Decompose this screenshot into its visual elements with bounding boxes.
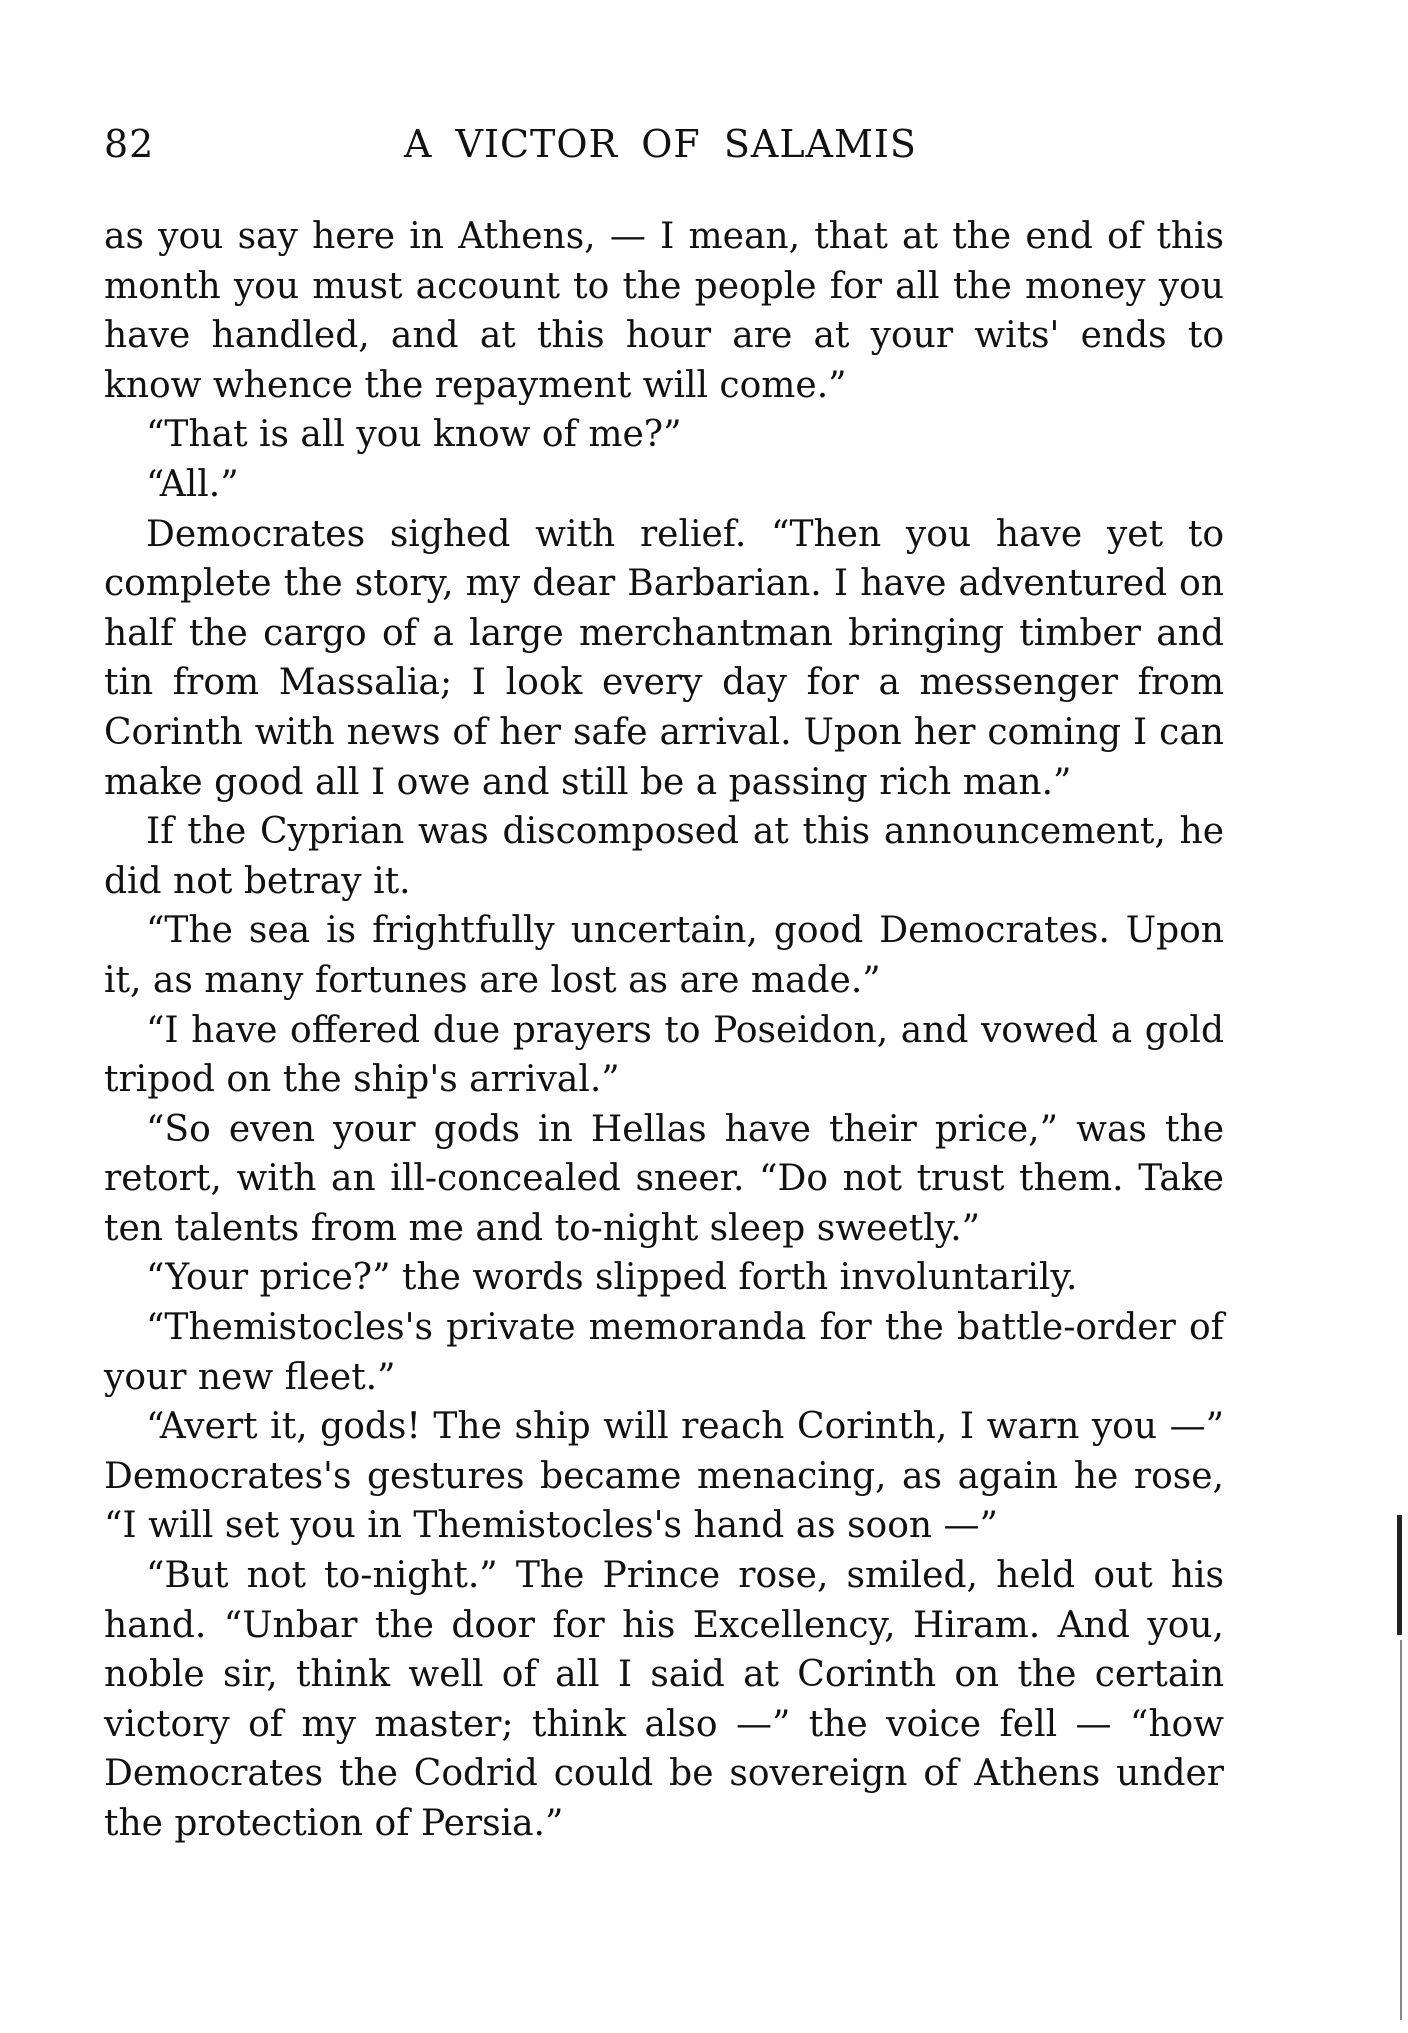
page-header [104, 118, 1224, 170]
paragraph: “Your price?” the words slipped forth involuntarily. [146, 1257, 1078, 1299]
page-number: 82 [104, 122, 155, 166]
paragraph: “That is all you know of me?” [146, 414, 682, 456]
paragraph: “So even your gods in Hellas have their price,” was the retort, with an ill-concealed sneer. “Do not trust them. Take ten talents from me and to-night sleep sweetly.” [104, 1108, 1224, 1249]
scan-edge-line [1400, 1640, 1402, 2020]
paragraph: If the Cyprian was discomposed at this announcement, he did not betray it. [104, 811, 1224, 902]
body-text [104, 212, 1224, 1849]
paragraph: “Avert it, gods! The ship will reach Corinth, I warn you —” Democrates's gestures became menacing, as again he rose, “I will set you in Themistocles's hand as soon —” [104, 1406, 1224, 1547]
paragraph: “But not to-night.” The Prince rose, smiled, held out his hand. “Unbar the door for his Excellency, Hiram. And you, noble sir, think well of all I said at Corinth on the certain victory of my master; think also —” the voice fell — “how Democrates the Codrid could be sovereign of Athens under the protection of Persia.” [104, 1555, 1224, 1844]
paragraph: “All.” [146, 463, 239, 505]
scan-edge-shadow [1397, 1515, 1402, 1635]
paragraph: “Themistocles's private memoranda for the battle-order of your new fleet.” [104, 1307, 1224, 1398]
running-title: A VICTOR OF SALAMIS [404, 122, 917, 166]
paragraph: as you say here in Athens, — I mean, that at the end of this month you must account to the people for all the money you have handled, and at this hour are at your wits' ends to know whence the repayment will come.” [104, 216, 1224, 406]
paragraph: “I have offered due prayers to Poseidon, and vowed a gold tripod on the ship's arrival.” [104, 1009, 1224, 1101]
paragraph: “The sea is frightfully uncertain, good Democrates. Upon it, as many fortunes are lost as are made.” [104, 910, 1224, 1001]
paragraph: Democrates sighed with relief. “Then you have yet to complete the story, my dear Barbarian. I have adventured on half the cargo of a large merchantman bringing timber and tin from Massalia; I look every day for a messenger from Corinth with news of her safe arrival. Upon her coming I can make good all I owe and still be a passing rich man.” [104, 513, 1224, 803]
